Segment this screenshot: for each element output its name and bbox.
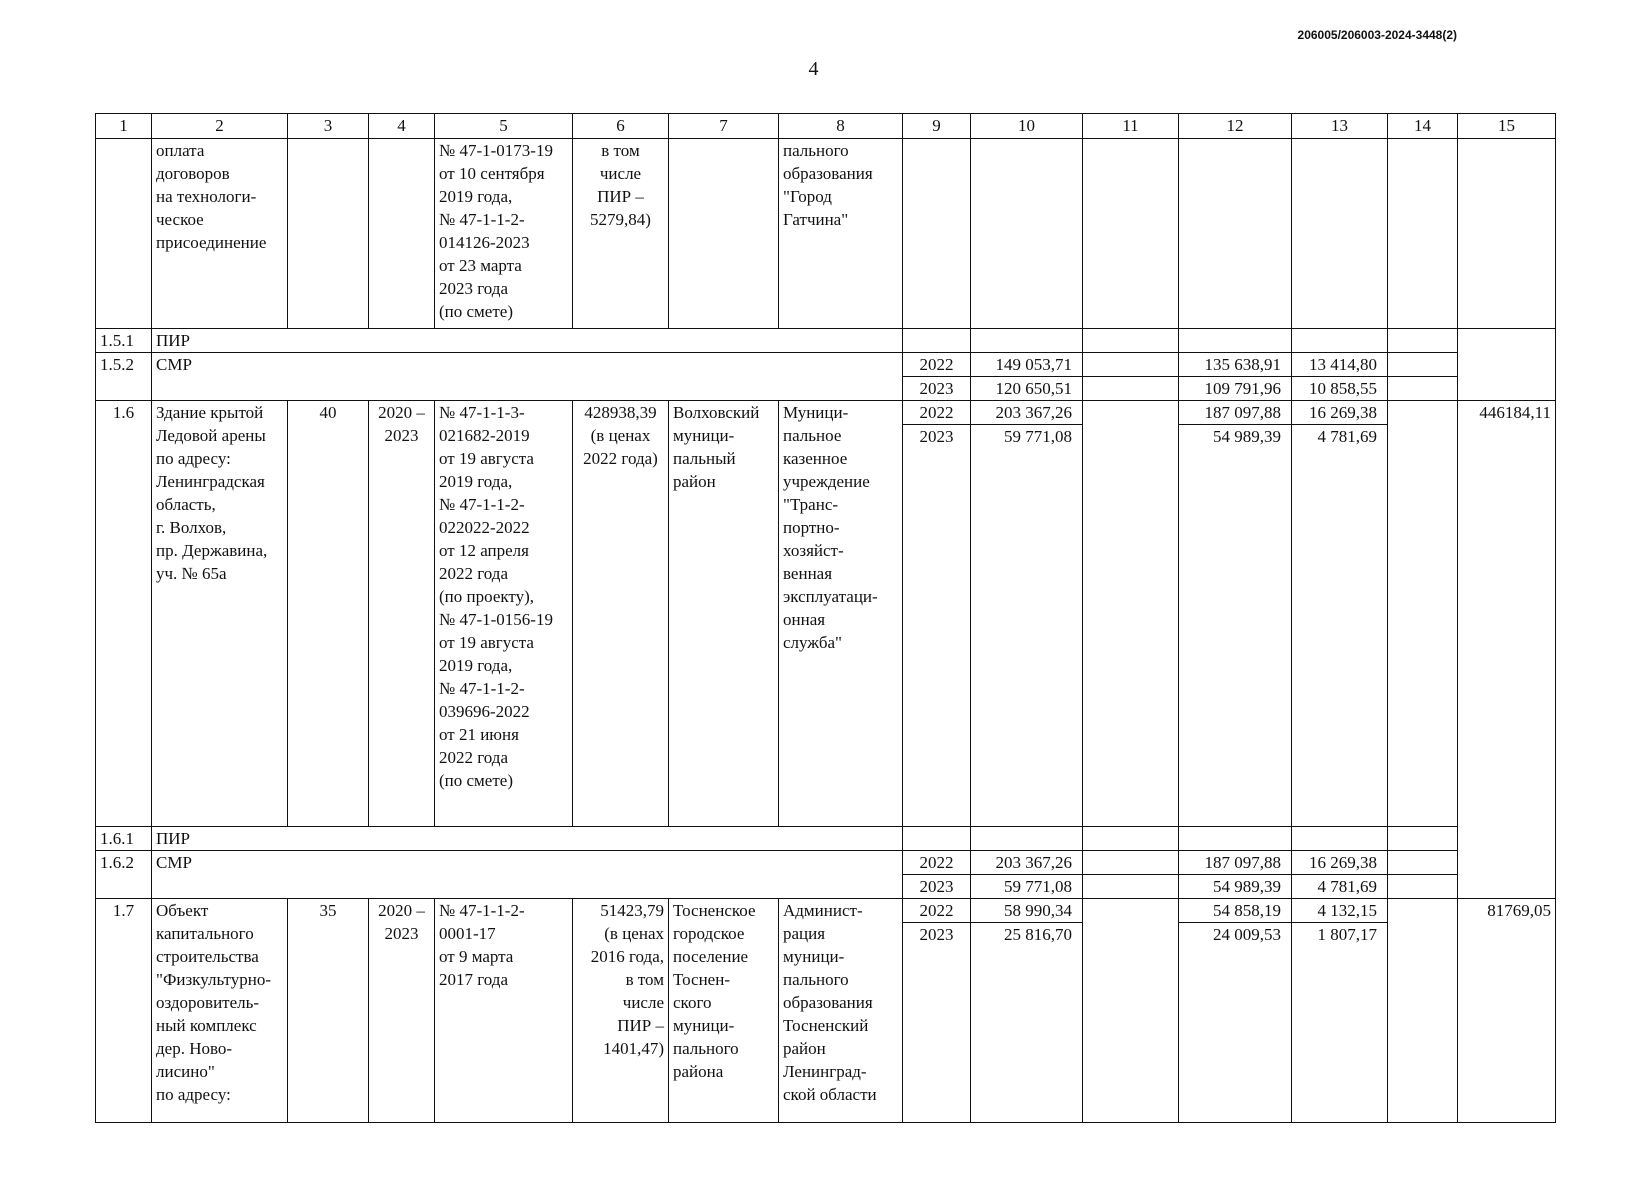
table-row-1-5-2 bbox=[96, 353, 1556, 377]
cell-cost: 51423,79 (в ценах 2016 года, в том числе ПИР – 1401,47) bbox=[573, 899, 669, 1123]
cell-empty bbox=[1388, 353, 1458, 377]
cell-regional: 24 009,53 bbox=[1179, 923, 1292, 1123]
column-number-row bbox=[96, 114, 1556, 139]
cell-municipality: Волховский муници- пальный район bbox=[669, 401, 779, 827]
cell-total: 203 367,26 bbox=[971, 851, 1083, 875]
table-row-continuation bbox=[96, 139, 1556, 329]
table-row-1-6 bbox=[96, 401, 1556, 425]
cell-empty bbox=[96, 139, 152, 329]
cell-empty bbox=[1083, 377, 1179, 401]
cell-empty bbox=[1179, 139, 1292, 329]
cell-customer: Админист- рация муници- пального образования Тосненский район Ленинград- ской области bbox=[779, 899, 903, 1123]
cell-cost: в том числе ПИР – 5279,84) bbox=[573, 139, 669, 329]
cell-empty bbox=[369, 139, 435, 329]
cell-local: 4 781,69 bbox=[1292, 425, 1388, 827]
col-header-12: 12 bbox=[1179, 114, 1292, 139]
cell-year: 2022 bbox=[903, 899, 971, 923]
cell-empty bbox=[903, 139, 971, 329]
cell-empty bbox=[1292, 139, 1388, 329]
cell-year: 2023 bbox=[903, 923, 971, 1123]
cell-row-label: ПИР bbox=[152, 827, 903, 851]
cell-empty bbox=[1388, 827, 1458, 851]
cell-empty bbox=[971, 329, 1083, 353]
cell-empty bbox=[1083, 899, 1179, 1123]
col-header-13: 13 bbox=[1292, 114, 1388, 139]
cell-empty bbox=[1292, 329, 1388, 353]
cell-empty bbox=[1388, 851, 1458, 875]
cell-empty bbox=[1083, 401, 1179, 827]
cell-municipality: Тосненское городское поселение Тоснен- ского муници- пального района bbox=[669, 899, 779, 1123]
col-header-11: 11 bbox=[1083, 114, 1179, 139]
cell-empty bbox=[1388, 401, 1458, 827]
cell-year: 2022 bbox=[903, 353, 971, 377]
cell-period: 2020 – 2023 bbox=[369, 899, 435, 1123]
cell-total: 203 367,26 bbox=[971, 401, 1083, 425]
cell-total-limit: 81769,05 bbox=[1458, 899, 1556, 1123]
col-header-5: 5 bbox=[435, 114, 573, 139]
cell-period: 2020 – 2023 bbox=[369, 401, 435, 827]
cell-row-number: 1.6 bbox=[96, 401, 152, 827]
cell-local: 1 807,17 bbox=[1292, 923, 1388, 1123]
program-table-wrapper bbox=[95, 113, 1555, 1123]
cell-empty bbox=[1292, 827, 1388, 851]
col-header-15: 15 bbox=[1458, 114, 1556, 139]
cell-empty bbox=[1083, 353, 1179, 377]
col-header-8: 8 bbox=[779, 114, 903, 139]
cell-expertise: № 47-1-0173-19 от 10 сентября 2019 года, № 47-1-1-2- 014126-2023 от 23 марта 2023 года (по смете) bbox=[435, 139, 573, 329]
table-row-1-5-1 bbox=[96, 329, 1556, 353]
cell-regional: 54 858,19 bbox=[1179, 899, 1292, 923]
cell-total: 59 771,08 bbox=[971, 875, 1083, 899]
cell-object-name: оплата договоров на технологи- ческое присоединение bbox=[152, 139, 288, 329]
cell-total: 149 053,71 bbox=[971, 353, 1083, 377]
cell-local: 10 858,55 bbox=[1292, 377, 1388, 401]
cell-expertise: № 47-1-1-3- 021682-2019 от 19 августа 2019 года, № 47-1-1-2- 022022-2022 от 12 апреля 2022 года (по проекту), № 47-1-0156-19 от 19 августа 2019 года, № 47-1-1-2- 039696-2022 от 21 июня 2022 года (по смете) bbox=[435, 401, 573, 827]
table-row-1-7 bbox=[96, 899, 1556, 923]
cell-row-label: СМР bbox=[152, 353, 903, 401]
cell-empty bbox=[1388, 875, 1458, 899]
cell-local: 4 132,15 bbox=[1292, 899, 1388, 923]
cell-empty bbox=[1458, 329, 1556, 401]
cell-empty bbox=[1179, 827, 1292, 851]
cell-empty bbox=[1083, 139, 1179, 329]
col-header-6: 6 bbox=[573, 114, 669, 139]
col-header-3: 3 bbox=[288, 114, 369, 139]
cell-regional: 187 097,88 bbox=[1179, 401, 1292, 425]
cell-empty bbox=[1388, 139, 1458, 329]
cell-cost: 428938,39 (в ценах 2022 года) bbox=[573, 401, 669, 827]
cell-row-number: 1.6.1 bbox=[96, 827, 152, 851]
cell-regional: 109 791,96 bbox=[1179, 377, 1292, 401]
cell-empty bbox=[288, 139, 369, 329]
cell-total: 120 650,51 bbox=[971, 377, 1083, 401]
page-number: 4 bbox=[808, 58, 819, 80]
cell-regional: 187 097,88 bbox=[1179, 851, 1292, 875]
cell-year: 2022 bbox=[903, 401, 971, 425]
program-table bbox=[95, 113, 1556, 1123]
cell-row-number: 1.6.2 bbox=[96, 851, 152, 899]
col-header-14: 14 bbox=[1388, 114, 1458, 139]
cell-regional: 135 638,91 bbox=[1179, 353, 1292, 377]
cell-customer: пального образования "Город Гатчина" bbox=[779, 139, 903, 329]
table-row-1-6-2 bbox=[96, 851, 1556, 875]
cell-row-number: 1.7 bbox=[96, 899, 152, 1123]
cell-local: 13 414,80 bbox=[1292, 353, 1388, 377]
cell-object-name: Объект капитального строительства "Физкультурно- оздоровитель- ный комплекс дер. Ново- лисино" по адресу: bbox=[152, 899, 288, 1123]
cell-total-limit: 446184,11 bbox=[1458, 401, 1556, 899]
cell-empty bbox=[1083, 851, 1179, 875]
cell-row-label: ПИР bbox=[152, 329, 903, 353]
table-row-1-6-1 bbox=[96, 827, 1556, 851]
cell-empty bbox=[1179, 329, 1292, 353]
cell-empty bbox=[669, 139, 779, 329]
cell-empty bbox=[1388, 377, 1458, 401]
col-header-1: 1 bbox=[96, 114, 152, 139]
cell-total: 25 816,70 bbox=[971, 923, 1083, 1123]
col-header-10: 10 bbox=[971, 114, 1083, 139]
cell-empty bbox=[1083, 875, 1179, 899]
document-number: 206005/206003-2024-3448(2) bbox=[1297, 28, 1457, 42]
cell-row-number: 1.5.1 bbox=[96, 329, 152, 353]
cell-expertise: № 47-1-1-2- 0001-17 от 9 марта 2017 года bbox=[435, 899, 573, 1123]
cell-year: 2023 bbox=[903, 875, 971, 899]
cell-object-name: Здание крытой Ледовой арены по адресу: Ленинградская область, г. Волхов, пр. Державина, уч. № 65а bbox=[152, 401, 288, 827]
cell-capacity: 35 bbox=[288, 899, 369, 1123]
cell-total: 59 771,08 bbox=[971, 425, 1083, 827]
cell-regional: 54 989,39 bbox=[1179, 875, 1292, 899]
col-header-4: 4 bbox=[369, 114, 435, 139]
cell-local: 4 781,69 bbox=[1292, 875, 1388, 899]
cell-empty bbox=[1083, 827, 1179, 851]
cell-customer: Муници- пальное казенное учреждение "Транс- портно- хозяйст- венная эксплуатаци- онная служба" bbox=[779, 401, 903, 827]
col-header-2: 2 bbox=[152, 114, 288, 139]
col-header-7: 7 bbox=[669, 114, 779, 139]
cell-empty bbox=[1388, 899, 1458, 1123]
col-header-9: 9 bbox=[903, 114, 971, 139]
cell-row-number: 1.5.2 bbox=[96, 353, 152, 401]
cell-total: 58 990,34 bbox=[971, 899, 1083, 923]
cell-local: 16 269,38 bbox=[1292, 401, 1388, 425]
cell-capacity: 40 bbox=[288, 401, 369, 827]
cell-empty bbox=[1083, 329, 1179, 353]
cell-year: 2023 bbox=[903, 425, 971, 827]
cell-local: 16 269,38 bbox=[1292, 851, 1388, 875]
cell-empty bbox=[971, 827, 1083, 851]
cell-empty bbox=[1388, 329, 1458, 353]
cell-year: 2023 bbox=[903, 377, 971, 401]
cell-row-label: СМР bbox=[152, 851, 903, 899]
cell-empty bbox=[903, 827, 971, 851]
cell-year: 2022 bbox=[903, 851, 971, 875]
cell-regional: 54 989,39 bbox=[1179, 425, 1292, 827]
cell-empty bbox=[1458, 139, 1556, 329]
cell-empty bbox=[971, 139, 1083, 329]
cell-empty bbox=[903, 329, 971, 353]
